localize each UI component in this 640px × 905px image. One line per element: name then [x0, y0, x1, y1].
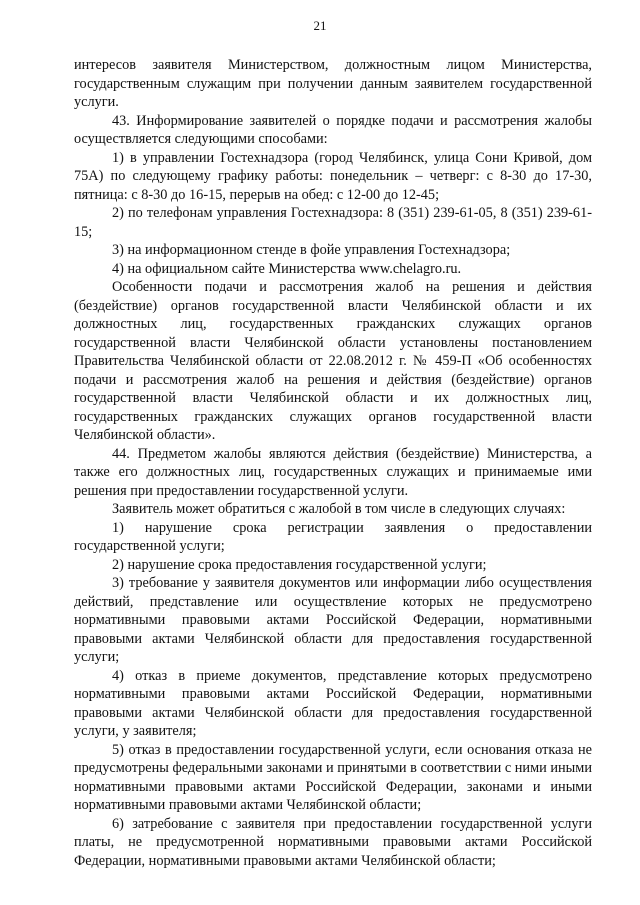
- paragraph-44: 44. Предметом жалобы являются действия (бездействие) Министерства, а также его должностных лиц, государственных служащих и принимаемые ими решения при предоставлении государственной услуги.: [74, 445, 592, 499]
- paragraph-cases-intro: Заявитель может обратиться с жалобой в том числе в следующих случаях:: [112, 501, 566, 517]
- paragraph-43: 43. Информирование заявителей о порядке подачи и рассмотрения жалобы осуществляется следующими способами:: [74, 112, 592, 147]
- paragraph-special-rules: Особенности подачи и рассмотрения жалоб на решения и действия (бездействие) органов государственной власти Челябинской области и их должностных лиц, государственных гражданских служащих органов государственной власти Челябинской области установлены постановлением Правительства Челябинской области от 22.08.2012 г. № 459-П «Об особенностях подачи и рассмотрения жалоб на решения и действия (бездействие) органов государственной власти Челябинской области и их должностных лиц, государственных гражданских служащих органов государственной власти Челябинской области».: [74, 279, 592, 443]
- case-item-4: 4) отказ в приеме документов, представление которых предусмотрено нормативными правовыми актами Российской Федерации, нормативными правовыми актами Челябинской области для предоставления государственной услуги, у заявителя;: [74, 667, 592, 739]
- case-item-3: 3) требование у заявителя документов или информации либо осуществления действий, представление или осуществление которых не предусмотрено нормативными правовыми актами Российской Федерации, нормативными правовыми актами Челябинской области для предоставления государственной услуги;: [74, 575, 592, 665]
- case-item-2: 2) нарушение срока предоставления государственной услуги;: [112, 556, 487, 573]
- case-item-1: 1) нарушение срока регистрации заявления о предоставлении государственной услуги;: [74, 519, 592, 554]
- document-body: [74, 56, 592, 870]
- page-number: 21: [313, 18, 327, 33]
- list-item-3-stand: 3) на информационном стенде в фойе управления Гостехнадзора;: [112, 242, 511, 258]
- list-item-2-phones: 2) по телефонам управления Гостехнадзора: 8 (351) 239-61-05, 8 (351) 239-61-15;: [74, 205, 592, 240]
- list-item-1-office: 1) в управлении Гостехнадзора (город Челябинск, улица Сони Кривой, дом 75А) по следующему графику работы: понедельник – четверг: с 8-30 до 17-30, пятница: с 8-30 до 16-15, перерыв на обед: с 12-00 до 12-45;: [74, 149, 592, 203]
- case-item-5: 5) отказ в предоставлении государственной услуги, если основания отказа не предусмотрены федеральными законами и принятыми в соответствии с ними иными нормативными правовыми актами Российской Федерации, законами и иными нормативными правовыми актами Челябинской области;: [74, 741, 592, 813]
- paragraph-continuation: интересов заявителя Министерством, должностным лицом Министерства, государственным служащим при получении данным заявителем государственной услуги.: [74, 57, 592, 110]
- case-item-6: 6) затребование с заявителя при предоставлении государственной услуги платы, не предусмотренной нормативными правовыми актами Российской Федерации, нормативными правовыми актами Челябинской области;: [74, 815, 592, 869]
- list-item-4-website: 4) на официальном сайте Министерства www.chelagro.ru.: [112, 260, 462, 277]
